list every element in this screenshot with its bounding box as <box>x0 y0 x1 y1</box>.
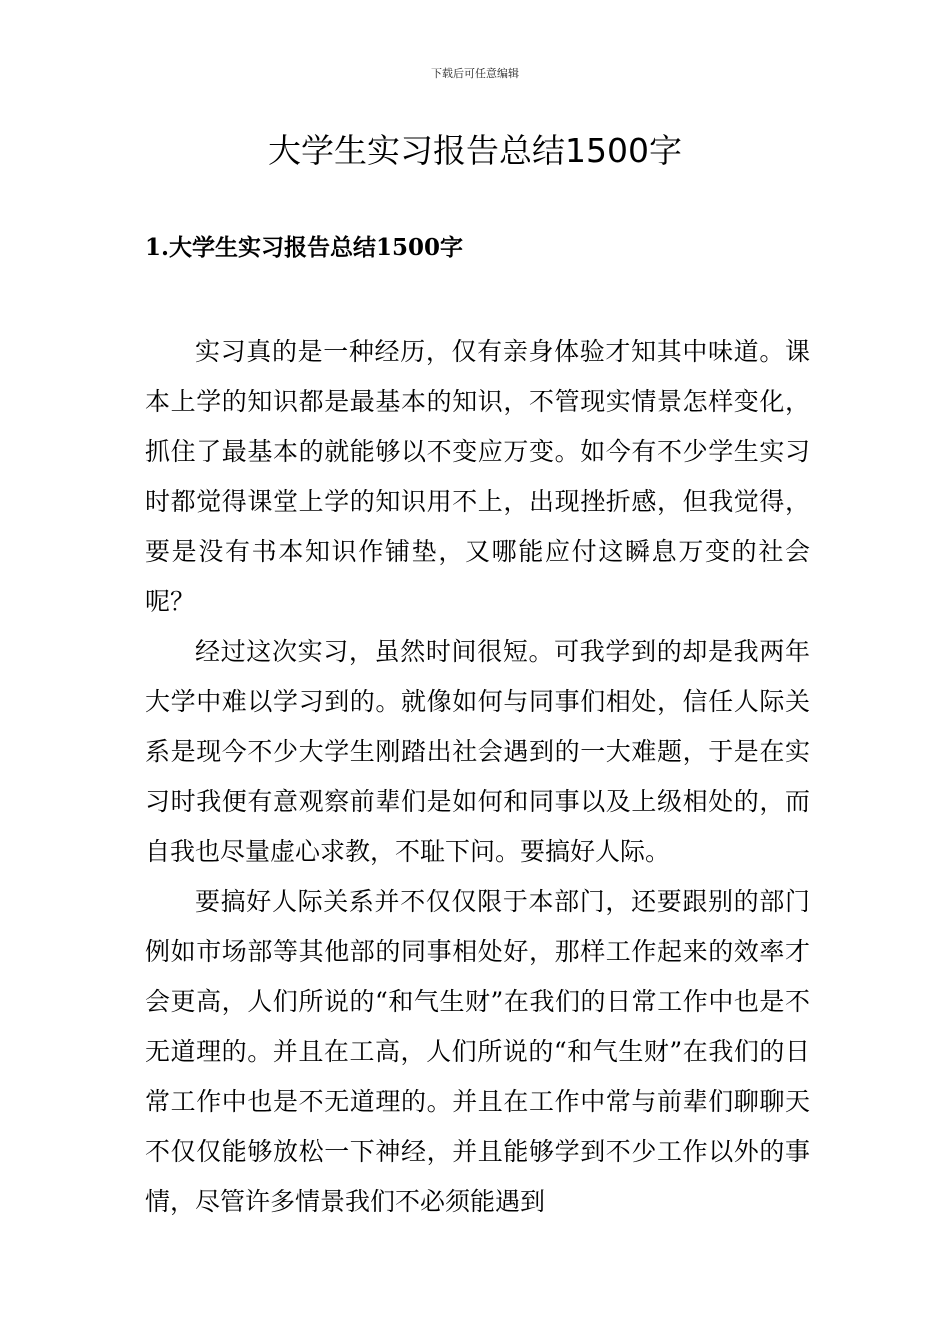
header-note: 下载后可任意编辑 <box>431 67 519 80</box>
document-title: 大学生实习报告总结1500字 <box>268 131 682 170</box>
document-body <box>145 327 810 1227</box>
body-paragraph: 要搞好人际关系并不仅仅限于本部门，还要跟别的部门例如市场部等其他部的同事相处好，那样工作起来的效率才会更高，人们所说的“和气生财”在我们的日常工作中也是不无道理的。并且在工高，人们所说的“和气生财”在我们的日常工作中也是不无道理的。并且在工作中常与前辈们聊聊天不仅仅能够放松一下神经，并且能够学到不少工作以外的事情，尽管许多情景我们不必须能遇到 <box>145 887 810 1216</box>
section-heading: 1.大学生实习报告总结1500字 <box>145 234 464 261</box>
body-paragraph: 实习真的是一种经历，仅有亲身体验才知其中味道。课本上学的知识都是最基本的知识，不管现实情景怎样变化，抓住了最基本的就能够以不变应万变。如今有不少学生实习时都觉得课堂上学的知识用不上，出现挫折感，但我觉得，要是没有书本知识作铺垫，又哪能应付这瞬息万变的社会呢？ <box>145 337 810 616</box>
body-paragraph: 经过这次实习，虽然时间很短。可我学到的却是我两年大学中难以学习到的。就像如何与同事们相处，信任人际关系是现今不少大学生刚踏出社会遇到的一大难题，于是在实习时我便有意观察前辈们是如何和同事以及上级相处的，而自我也尽量虚心求教，不耻下问。要搞好人际。 <box>145 637 810 866</box>
